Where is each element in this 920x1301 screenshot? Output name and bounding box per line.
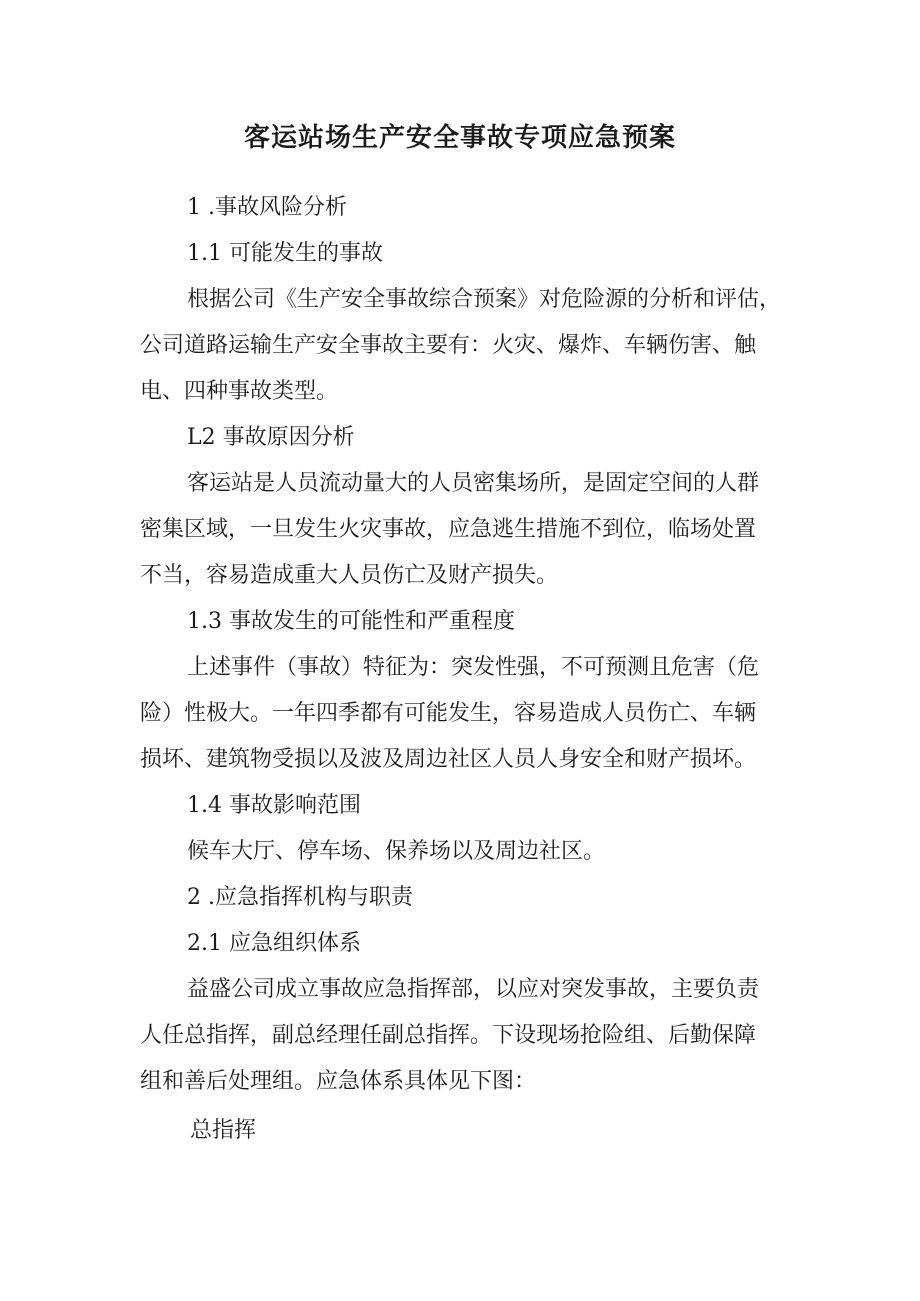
paragraph-line: 公司道路运输生产安全事故主要有：火灾、爆炸、车辆伤害、触	[140, 333, 757, 358]
paragraph-line: 人任总指挥，副总经理任副总指挥。下设现场抢险组、后勤保障	[140, 1023, 757, 1048]
paragraph-line: 益盛公司成立事故应急指挥部，以应对突发事故，主要负责	[187, 977, 760, 1002]
document-title: 客运站场生产安全事故专项应急预案	[243, 123, 676, 153]
paragraph-line: 不当，容易造成重大人员伤亡及财产损失。	[140, 563, 559, 588]
paragraph-line: 组和善后处理组。应急体系具体见下图：	[140, 1069, 537, 1094]
paragraph-line: 险）性极大。一年四季都有可能发生，容易造成人员伤亡、车辆	[140, 701, 757, 726]
section-heading-1: 1 .事故风险分析	[187, 195, 347, 220]
paragraph-line: 上述事件（事故）特征为：突发性强，不可预测且危害（危	[187, 655, 760, 680]
paragraph-line: 密集区域，一旦发生火灾事故，应急逃生措施不到位，临场处置	[140, 517, 757, 542]
paragraph-line: 候车大厅、停车场、保养场以及周边社区。	[187, 839, 606, 864]
org-chart-top-label: 总指挥	[190, 1118, 257, 1143]
section-heading-2: 2 .应急指挥机构与职责	[187, 885, 413, 910]
subsection-heading-2-1: 2.1 应急组织体系	[187, 931, 361, 956]
subsection-heading-1-3: 1.3 事故发生的可能性和严重程度	[187, 609, 515, 634]
subsection-heading-1-2: L2 事故原因分析	[187, 425, 355, 450]
paragraph-line: 客运站是人员流动量大的人员密集场所，是固定空间的人群	[187, 471, 760, 496]
paragraph-line: 电、四种事故类型。	[140, 379, 339, 404]
subsection-heading-1-4: 1.4 事故影响范围	[187, 793, 361, 818]
paragraph-line: 损坏、建筑物受损以及波及周边社区人员人身安全和财产损坏。	[140, 747, 757, 772]
paragraph-line: 根据公司《生产安全事故综合预案》对危险源的分析和评估，	[187, 287, 782, 312]
subsection-heading-1-1: 1.1 可能发生的事故	[187, 241, 383, 266]
